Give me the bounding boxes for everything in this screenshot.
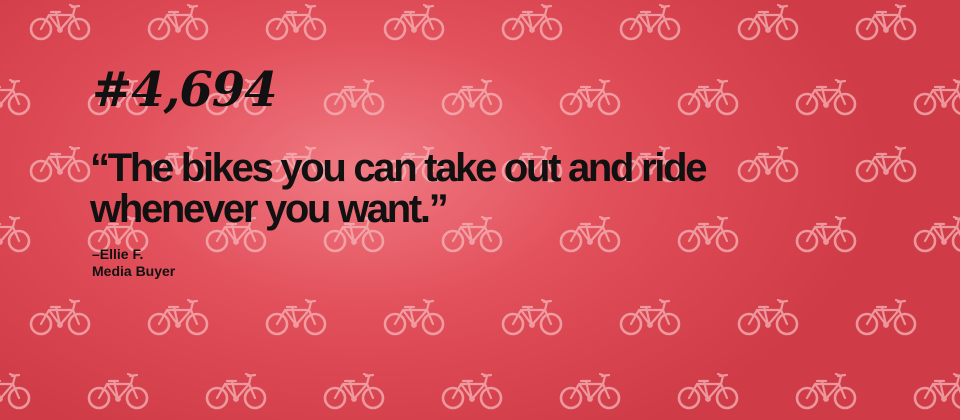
author-name: –Ellie F. xyxy=(92,246,144,262)
testimonial-number: #4,694 xyxy=(92,62,277,118)
testimonial-attribution xyxy=(92,246,175,280)
testimonial-quote xyxy=(90,148,910,230)
quote-line-2: whenever you want.” xyxy=(90,187,447,231)
author-role: Media Buyer xyxy=(92,263,176,279)
quote-line-1: “The bikes you can take out and ride xyxy=(90,146,706,190)
